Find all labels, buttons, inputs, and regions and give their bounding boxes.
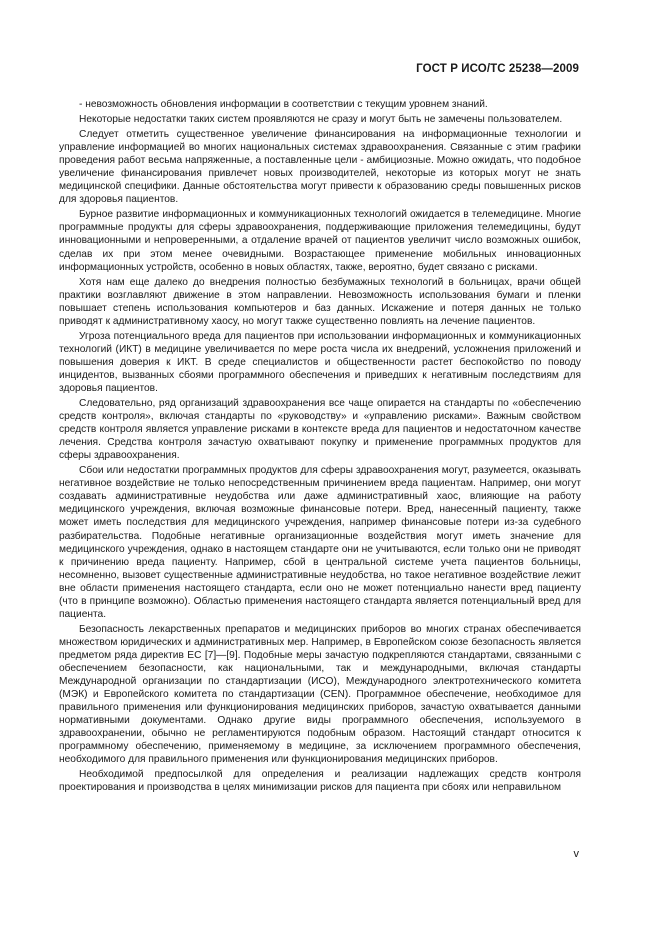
body-text — [59, 98, 581, 796]
paragraph: - невозможность обновления информации в соответствии с текущим уровнем знаний. — [79, 99, 488, 110]
paragraph: Бурное развитие информационных и коммуникационных технологий ожидается в телемедицине. Многие программные продукты для сферы здравоохранения, поддерживающие приложения телемедицины, будут инновационными и непроверенными, а отдаление врачей от пациентов увеличит число возможных ошибок, сделав их при этом менее очевидными. Возрастающее применение мобильных инновационных информационных устройств, особенно в новых областях, также, вероятно, будет связано с рисками. — [59, 209, 581, 273]
paragraph: Следовательно, ряд организаций здравоохранения все чаще опирается на стандарты по «обеспечению средств контроля», включая стандарты по «руководству» и «управлению рисками». Важным свойством средств контроля является управление рисками в контексте вреда для пациентов и недостаточном качестве лечения. Средства контроля зачастую охватывают покупку и применение программных продуктов для сферы здравоохранения. — [59, 398, 581, 462]
page-number: v — [573, 848, 579, 860]
paragraph: Следует отметить существенное увеличение финансирования на информационные технологии и управление информацией во многих национальных системах здравоохранения. Связанные с этим графики проведения работ весьма напряженные, а поставленные цели - амбициозные. Можно ожидать, что подобное увеличение финансирования привлечет новых производителей, некоторые из которых могут не знать медицинской специфики. Данные обстоятельства могут привести к образованию среды повышенных рисков для здоровья пациентов. — [59, 129, 581, 206]
paragraph: Сбои или недостатки программных продуктов для сферы здравоохранения могут, разумеется, оказывать негативное воздействие не только непосредственным причинением вреда пациентам. Например, они могут создавать административные неудобства или даже административный хаос, влияющие на работу медицинского учреждения, включая возможные финансовые потери. Вред, нанесенный пациенту, также может иметь последствия для медицинского учреждения, например финансовые потери из-за судебного разбирательства. Подобные негативные организационные воздействия могут иметь значение для медицинского учреждения, однако в настоящем стандарте они не учитываются, если только они не приводят к причинению вреда пациенту. Например, сбой в центральной системе учета пациентов больницы, несомненно, вызовет существенные административные неудобства, но такое негативное воздействие лежит вне области применения настоящего стандарта, если оно не может потенциально нанести вред пациенту (что в принципе возможно). Областью применения настоящего стандарта является потенциальный вред для пациента. — [59, 465, 581, 620]
paragraph: Необходимой предпосылкой для определения и реализации надлежащих средств контроля проектирования и производства в целях минимизации рисков для пациента при сбоях или неправильном — [59, 769, 581, 794]
paragraph: Безопасность лекарственных препаратов и медицинских приборов во многих странах обеспечивается множеством юридических и административных мер. Например, в Европейском союзе безопасность является предметом ряда директив ЕС [7]—[9]. Подобные меры зачастую подкрепляются стандартами, связанными с обеспечением безопасности, как национальными, так и международными, включая стандарты Международной организации по стандартизации (ИСО), Международного электротехнического комитета (МЭК) и Европейского комитета по стандартизации (CEN). Программное обеспечение, необходимое для правильного применения или функционирования медицинских приборов, зачастую охватывается данными нормативными документами. Однако другие виды программного обеспечения, используемого в здравоохранении, обычно не регламентируются подобным образом. Настоящий стандарт относится к программному обеспечению, применяемому в медицине, за исключением программного обеспечения, необходимого для правильного применения или функционирования медицинских приборов. — [59, 623, 581, 766]
document-header: ГОСТ Р ИСО/ТС 25238—2009 — [416, 63, 579, 75]
paragraph: Угроза потенциального вреда для пациентов при использовании информационных и коммуникационных технологий (ИКТ) в медицине увеличивается по мере роста числа их внедрений, усложнения приложений и повышения доверия к ИКТ. В среде специалистов и общественности растет беспокойство по поводу инцидентов, вызванных сбоями программного обеспечения и приведших к негативным последствиям для здоровья пациентов. — [59, 330, 581, 394]
paragraph: Хотя нам еще далеко до внедрения полностью безбумажных технологий в больницах, врачи общей практики возглавляют движение в этом направлении. Невозможность использования бумаги и пленки повышает степень использования компьютеров и баз данных. Искажение и потеря данных не только приводят к административному хаосу, но могут также существенно повлиять на лечение пациентов. — [59, 276, 581, 327]
paragraph: Некоторые недостатки таких систем проявляются не сразу и могут быть не замечены пользователем. — [79, 114, 563, 126]
